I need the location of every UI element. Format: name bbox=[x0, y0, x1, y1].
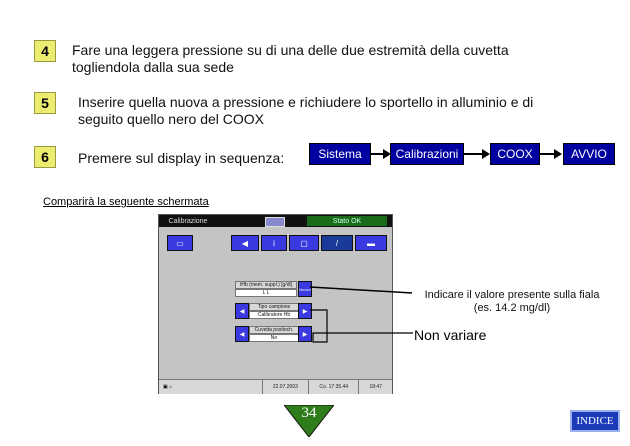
flow-box-avvio: AVVIO bbox=[563, 143, 615, 165]
screen-caption: Comparirà la seguente schermata bbox=[43, 196, 209, 208]
page-number: 34 bbox=[301, 405, 317, 421]
flow-box-calibrazioni: Calibrazioni bbox=[390, 143, 464, 165]
screen-back-icon[interactable]: ◀ bbox=[231, 235, 259, 251]
callout-no-change: Non variare bbox=[414, 327, 487, 343]
field3-prev-icon[interactable]: ◀ bbox=[235, 326, 249, 342]
field2-prev-icon[interactable]: ◀ bbox=[235, 303, 249, 319]
step-number-6: 6 bbox=[34, 146, 56, 168]
screen-printer-icon[interactable]: ▬ bbox=[355, 235, 387, 251]
field3-label: Cuvetta postioch. bbox=[249, 326, 299, 334]
step-number-4: 4 bbox=[34, 40, 56, 62]
screen-status-ok: Stato OK bbox=[307, 216, 387, 226]
field1-new-button[interactable]: Nuovo bbox=[298, 281, 312, 297]
status-icons: ▣ ⌂ bbox=[163, 384, 173, 390]
step-number-5: 5 bbox=[34, 92, 56, 114]
flow-box-sistema: Sistema bbox=[309, 143, 371, 165]
field2-label: Tipo campione bbox=[249, 303, 299, 311]
step-5-line2: seguito quello nero del COOX bbox=[78, 111, 264, 127]
callout-enter-value: Indicare il valore presente sulla fiala (es. 14.2 mg/dl) bbox=[424, 289, 600, 314]
screen-battery-icon[interactable]: ▭ bbox=[167, 235, 193, 251]
field3-next-icon[interactable]: ▶ bbox=[298, 326, 312, 342]
status-time: 18:47 bbox=[358, 380, 392, 394]
field1-label: tHb (mem. suppl.) [g/dl] bbox=[235, 281, 297, 289]
flow-box-coox: COOX bbox=[490, 143, 540, 165]
field3-value: No bbox=[249, 334, 299, 342]
status-date: 22.07.2003 bbox=[262, 380, 308, 394]
screen-info-icon[interactable]: i bbox=[261, 235, 287, 251]
index-button[interactable]: INDICE bbox=[570, 410, 620, 432]
screen-title: Calibrazione bbox=[163, 216, 213, 226]
screen-tool-icon[interactable]: / bbox=[321, 235, 353, 251]
status-counter: Co. 17 35.44 bbox=[308, 380, 358, 394]
screen-monitor-icon[interactable]: ▢ bbox=[289, 235, 319, 251]
field2-value: Calibratore Hb bbox=[249, 311, 299, 319]
field2-next-icon[interactable]: ▶ bbox=[298, 303, 312, 319]
field1-value[interactable]: L L bbox=[235, 289, 297, 297]
step-6-text: Premere sul display in sequenza: bbox=[78, 150, 285, 166]
step-4-line1: Fare una leggera pressione su di una delle due estremità della cuvetta bbox=[72, 42, 509, 58]
step-4-line2: togliendola dalla sua sede bbox=[72, 59, 234, 75]
step-5-line1: Inserire quella nuova a pressione e richiudere lo sportello in alluminio e di bbox=[78, 94, 534, 110]
